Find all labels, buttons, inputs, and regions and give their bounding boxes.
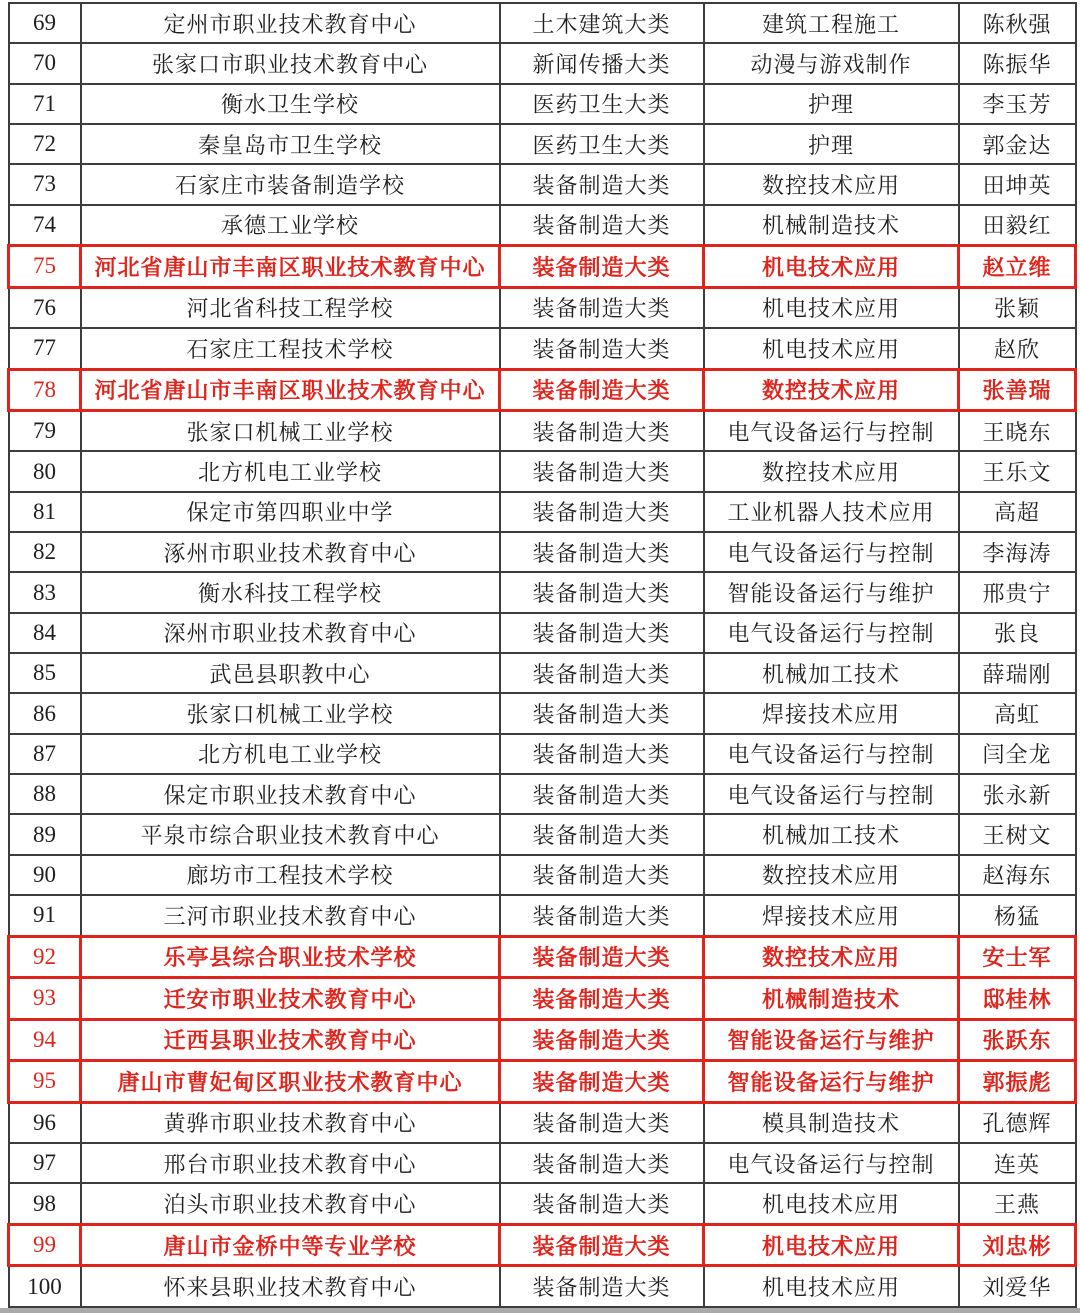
table-row bbox=[9, 1143, 1076, 1183]
major-category-cell: 装备制造大类 bbox=[500, 1183, 704, 1224]
row-number-cell: 84 bbox=[9, 613, 81, 653]
row-number-cell: 90 bbox=[9, 855, 81, 895]
major-category-cell: 装备制造大类 bbox=[500, 613, 704, 653]
table-row bbox=[9, 451, 1076, 491]
major-name-cell: 模具制造技术 bbox=[704, 1102, 959, 1143]
table-row bbox=[9, 287, 1076, 328]
school-major-roster-table bbox=[7, 2, 1077, 1308]
major-category-cell: 装备制造大类 bbox=[500, 1061, 704, 1103]
major-name-cell: 智能设备运行与维护 bbox=[704, 1061, 959, 1103]
person-name-cell: 高虹 bbox=[959, 693, 1076, 733]
major-name-cell: 护理 bbox=[704, 84, 959, 124]
table-body bbox=[9, 3, 1076, 1307]
person-name-cell: 张跃东 bbox=[959, 1019, 1076, 1061]
person-name-cell: 陈秋强 bbox=[959, 3, 1076, 43]
table-row bbox=[9, 855, 1076, 895]
person-name-cell: 连英 bbox=[959, 1143, 1076, 1183]
school-name-cell: 河北省唐山市丰南区职业技术教育中心 bbox=[81, 369, 500, 411]
major-category-cell: 装备制造大类 bbox=[500, 653, 704, 693]
school-name-cell: 涿州市职业技术教育中心 bbox=[81, 532, 500, 572]
table-row bbox=[9, 653, 1076, 693]
person-name-cell: 赵立维 bbox=[959, 246, 1076, 288]
major-name-cell: 机械制造技术 bbox=[704, 978, 959, 1020]
major-name-cell: 机电技术应用 bbox=[704, 1183, 959, 1224]
row-number-cell: 74 bbox=[9, 205, 81, 246]
school-name-cell: 廊坊市工程技术学校 bbox=[81, 855, 500, 895]
row-number-cell: 87 bbox=[9, 734, 81, 774]
row-number-cell: 81 bbox=[9, 492, 81, 532]
major-category-cell: 装备制造大类 bbox=[500, 734, 704, 774]
school-name-cell: 衡水卫生学校 bbox=[81, 84, 500, 124]
major-name-cell: 机电技术应用 bbox=[704, 1224, 959, 1266]
row-number-cell: 72 bbox=[9, 124, 81, 164]
row-number-cell: 89 bbox=[9, 814, 81, 854]
major-name-cell: 护理 bbox=[704, 124, 959, 164]
table-row bbox=[9, 936, 1076, 978]
school-name-cell: 定州市职业技术教育中心 bbox=[81, 3, 500, 43]
person-name-cell: 郭振彪 bbox=[959, 1061, 1076, 1103]
major-name-cell: 智能设备运行与维护 bbox=[704, 1019, 959, 1061]
row-number-cell: 97 bbox=[9, 1143, 81, 1183]
major-category-cell: 装备制造大类 bbox=[500, 774, 704, 814]
major-category-cell: 土木建筑大类 bbox=[500, 3, 704, 43]
row-number-cell: 77 bbox=[9, 328, 81, 369]
table-row bbox=[9, 613, 1076, 653]
major-name-cell: 数控技术应用 bbox=[704, 164, 959, 204]
major-name-cell: 机电技术应用 bbox=[704, 287, 959, 328]
table-row bbox=[9, 734, 1076, 774]
major-category-cell: 装备制造大类 bbox=[500, 164, 704, 204]
school-name-cell: 张家口机械工业学校 bbox=[81, 693, 500, 733]
table-row bbox=[9, 895, 1076, 936]
major-name-cell: 智能设备运行与维护 bbox=[704, 572, 959, 612]
school-name-cell: 衡水科技工程学校 bbox=[81, 572, 500, 612]
page-bottom-edge bbox=[0, 1308, 1080, 1313]
row-number-cell: 76 bbox=[9, 287, 81, 328]
major-name-cell: 数控技术应用 bbox=[704, 451, 959, 491]
table-row bbox=[9, 1224, 1076, 1266]
major-name-cell: 数控技术应用 bbox=[704, 936, 959, 978]
row-number-cell: 98 bbox=[9, 1183, 81, 1224]
row-number-cell: 79 bbox=[9, 411, 81, 452]
table-row bbox=[9, 3, 1076, 43]
school-name-cell: 北方机电工业学校 bbox=[81, 734, 500, 774]
major-name-cell: 电气设备运行与控制 bbox=[704, 532, 959, 572]
major-category-cell: 装备制造大类 bbox=[500, 936, 704, 978]
school-name-cell: 邢台市职业技术教育中心 bbox=[81, 1143, 500, 1183]
major-category-cell: 装备制造大类 bbox=[500, 814, 704, 854]
major-name-cell: 电气设备运行与控制 bbox=[704, 734, 959, 774]
table-row bbox=[9, 411, 1076, 452]
major-name-cell: 机械加工技术 bbox=[704, 814, 959, 854]
person-name-cell: 张永新 bbox=[959, 774, 1076, 814]
major-category-cell: 装备制造大类 bbox=[500, 411, 704, 452]
person-name-cell: 陈振华 bbox=[959, 43, 1076, 83]
table-row bbox=[9, 532, 1076, 572]
major-name-cell: 机电技术应用 bbox=[704, 246, 959, 288]
person-name-cell: 赵欣 bbox=[959, 328, 1076, 369]
major-category-cell: 装备制造大类 bbox=[500, 1019, 704, 1061]
table-row bbox=[9, 1266, 1076, 1307]
major-category-cell: 新闻传播大类 bbox=[500, 43, 704, 83]
major-category-cell: 装备制造大类 bbox=[500, 328, 704, 369]
school-name-cell: 唐山市金桥中等专业学校 bbox=[81, 1224, 500, 1266]
person-name-cell: 薛瑞刚 bbox=[959, 653, 1076, 693]
person-name-cell: 王晓东 bbox=[959, 411, 1076, 452]
table-row bbox=[9, 1183, 1076, 1224]
school-name-cell: 唐山市曹妃甸区职业技术教育中心 bbox=[81, 1061, 500, 1103]
row-number-cell: 75 bbox=[9, 246, 81, 288]
major-name-cell: 数控技术应用 bbox=[704, 855, 959, 895]
school-name-cell: 平泉市综合职业技术教育中心 bbox=[81, 814, 500, 854]
major-category-cell: 装备制造大类 bbox=[500, 855, 704, 895]
school-name-cell: 深州市职业技术教育中心 bbox=[81, 613, 500, 653]
major-name-cell: 电气设备运行与控制 bbox=[704, 1143, 959, 1183]
person-name-cell: 邢贵宁 bbox=[959, 572, 1076, 612]
row-number-cell: 78 bbox=[9, 369, 81, 411]
table-row bbox=[9, 814, 1076, 854]
row-number-cell: 94 bbox=[9, 1019, 81, 1061]
table-row bbox=[9, 124, 1076, 164]
school-name-cell: 黄骅市职业技术教育中心 bbox=[81, 1102, 500, 1143]
person-name-cell: 赵海东 bbox=[959, 855, 1076, 895]
person-name-cell: 王燕 bbox=[959, 1183, 1076, 1224]
school-name-cell: 张家口机械工业学校 bbox=[81, 411, 500, 452]
person-name-cell: 王乐文 bbox=[959, 451, 1076, 491]
row-number-cell: 82 bbox=[9, 532, 81, 572]
school-name-cell: 迁安市职业技术教育中心 bbox=[81, 978, 500, 1020]
row-number-cell: 71 bbox=[9, 84, 81, 124]
major-name-cell: 电气设备运行与控制 bbox=[704, 613, 959, 653]
person-name-cell: 李玉芳 bbox=[959, 84, 1076, 124]
person-name-cell: 郭金达 bbox=[959, 124, 1076, 164]
person-name-cell: 张良 bbox=[959, 613, 1076, 653]
row-number-cell: 69 bbox=[9, 3, 81, 43]
row-number-cell: 85 bbox=[9, 653, 81, 693]
table-row bbox=[9, 84, 1076, 124]
table-row bbox=[9, 246, 1076, 288]
table-row bbox=[9, 1061, 1076, 1103]
major-category-cell: 装备制造大类 bbox=[500, 1143, 704, 1183]
person-name-cell: 王树文 bbox=[959, 814, 1076, 854]
major-name-cell: 电气设备运行与控制 bbox=[704, 411, 959, 452]
school-name-cell: 河北省科技工程学校 bbox=[81, 287, 500, 328]
major-category-cell: 医药卫生大类 bbox=[500, 84, 704, 124]
school-name-cell: 石家庄市装备制造学校 bbox=[81, 164, 500, 204]
row-number-cell: 70 bbox=[9, 43, 81, 83]
table-row bbox=[9, 774, 1076, 814]
major-category-cell: 装备制造大类 bbox=[500, 492, 704, 532]
major-category-cell: 装备制造大类 bbox=[500, 369, 704, 411]
school-name-cell: 怀来县职业技术教育中心 bbox=[81, 1266, 500, 1307]
school-name-cell: 泊头市职业技术教育中心 bbox=[81, 1183, 500, 1224]
table-row bbox=[9, 205, 1076, 246]
table-row bbox=[9, 1102, 1076, 1143]
school-name-cell: 三河市职业技术教育中心 bbox=[81, 895, 500, 936]
school-name-cell: 承德工业学校 bbox=[81, 205, 500, 246]
person-name-cell: 刘忠彬 bbox=[959, 1224, 1076, 1266]
major-name-cell: 机电技术应用 bbox=[704, 328, 959, 369]
major-name-cell: 数控技术应用 bbox=[704, 369, 959, 411]
person-name-cell: 刘爱华 bbox=[959, 1266, 1076, 1307]
person-name-cell: 杨猛 bbox=[959, 895, 1076, 936]
row-number-cell: 86 bbox=[9, 693, 81, 733]
major-category-cell: 装备制造大类 bbox=[500, 1224, 704, 1266]
person-name-cell: 田毅红 bbox=[959, 205, 1076, 246]
row-number-cell: 83 bbox=[9, 572, 81, 612]
major-name-cell: 机械加工技术 bbox=[704, 653, 959, 693]
major-category-cell: 装备制造大类 bbox=[500, 205, 704, 246]
school-name-cell: 迁西县职业技术教育中心 bbox=[81, 1019, 500, 1061]
row-number-cell: 92 bbox=[9, 936, 81, 978]
major-category-cell: 装备制造大类 bbox=[500, 572, 704, 612]
major-category-cell: 装备制造大类 bbox=[500, 246, 704, 288]
major-category-cell: 装备制造大类 bbox=[500, 1102, 704, 1143]
table-row bbox=[9, 693, 1076, 733]
major-category-cell: 装备制造大类 bbox=[500, 451, 704, 491]
school-name-cell: 保定市职业技术教育中心 bbox=[81, 774, 500, 814]
person-name-cell: 孔德辉 bbox=[959, 1102, 1076, 1143]
table-row bbox=[9, 1019, 1076, 1061]
person-name-cell: 李海涛 bbox=[959, 532, 1076, 572]
row-number-cell: 73 bbox=[9, 164, 81, 204]
major-name-cell: 机电技术应用 bbox=[704, 1266, 959, 1307]
major-category-cell: 装备制造大类 bbox=[500, 693, 704, 733]
row-number-cell: 91 bbox=[9, 895, 81, 936]
row-number-cell: 95 bbox=[9, 1061, 81, 1103]
table-row bbox=[9, 978, 1076, 1020]
row-number-cell: 80 bbox=[9, 451, 81, 491]
major-name-cell: 工业机器人技术应用 bbox=[704, 492, 959, 532]
row-number-cell: 99 bbox=[9, 1224, 81, 1266]
school-name-cell: 武邑县职教中心 bbox=[81, 653, 500, 693]
table-row bbox=[9, 328, 1076, 369]
person-name-cell: 安士军 bbox=[959, 936, 1076, 978]
major-category-cell: 装备制造大类 bbox=[500, 1266, 704, 1307]
person-name-cell: 闫全龙 bbox=[959, 734, 1076, 774]
school-name-cell: 北方机电工业学校 bbox=[81, 451, 500, 491]
school-name-cell: 石家庄工程技术学校 bbox=[81, 328, 500, 369]
school-name-cell: 保定市第四职业中学 bbox=[81, 492, 500, 532]
row-number-cell: 96 bbox=[9, 1102, 81, 1143]
person-name-cell: 邸桂林 bbox=[959, 978, 1076, 1020]
row-number-cell: 100 bbox=[9, 1266, 81, 1307]
major-name-cell: 机械制造技术 bbox=[704, 205, 959, 246]
major-category-cell: 装备制造大类 bbox=[500, 978, 704, 1020]
table-row bbox=[9, 492, 1076, 532]
person-name-cell: 张颖 bbox=[959, 287, 1076, 328]
major-name-cell: 建筑工程施工 bbox=[704, 3, 959, 43]
school-name-cell: 河北省唐山市丰南区职业技术教育中心 bbox=[81, 246, 500, 288]
major-name-cell: 焊接技术应用 bbox=[704, 693, 959, 733]
person-name-cell: 田坤英 bbox=[959, 164, 1076, 204]
school-name-cell: 乐亭县综合职业技术学校 bbox=[81, 936, 500, 978]
major-name-cell: 动漫与游戏制作 bbox=[704, 43, 959, 83]
school-name-cell: 张家口市职业技术教育中心 bbox=[81, 43, 500, 83]
major-name-cell: 电气设备运行与控制 bbox=[704, 774, 959, 814]
table-row bbox=[9, 164, 1076, 204]
major-category-cell: 装备制造大类 bbox=[500, 895, 704, 936]
row-number-cell: 88 bbox=[9, 774, 81, 814]
table-row bbox=[9, 43, 1076, 83]
major-category-cell: 医药卫生大类 bbox=[500, 124, 704, 164]
school-name-cell: 秦皇岛市卫生学校 bbox=[81, 124, 500, 164]
table-row bbox=[9, 572, 1076, 612]
person-name-cell: 高超 bbox=[959, 492, 1076, 532]
person-name-cell: 张善瑞 bbox=[959, 369, 1076, 411]
major-category-cell: 装备制造大类 bbox=[500, 287, 704, 328]
major-category-cell: 装备制造大类 bbox=[500, 532, 704, 572]
table-row bbox=[9, 369, 1076, 411]
major-name-cell: 焊接技术应用 bbox=[704, 895, 959, 936]
row-number-cell: 93 bbox=[9, 978, 81, 1020]
